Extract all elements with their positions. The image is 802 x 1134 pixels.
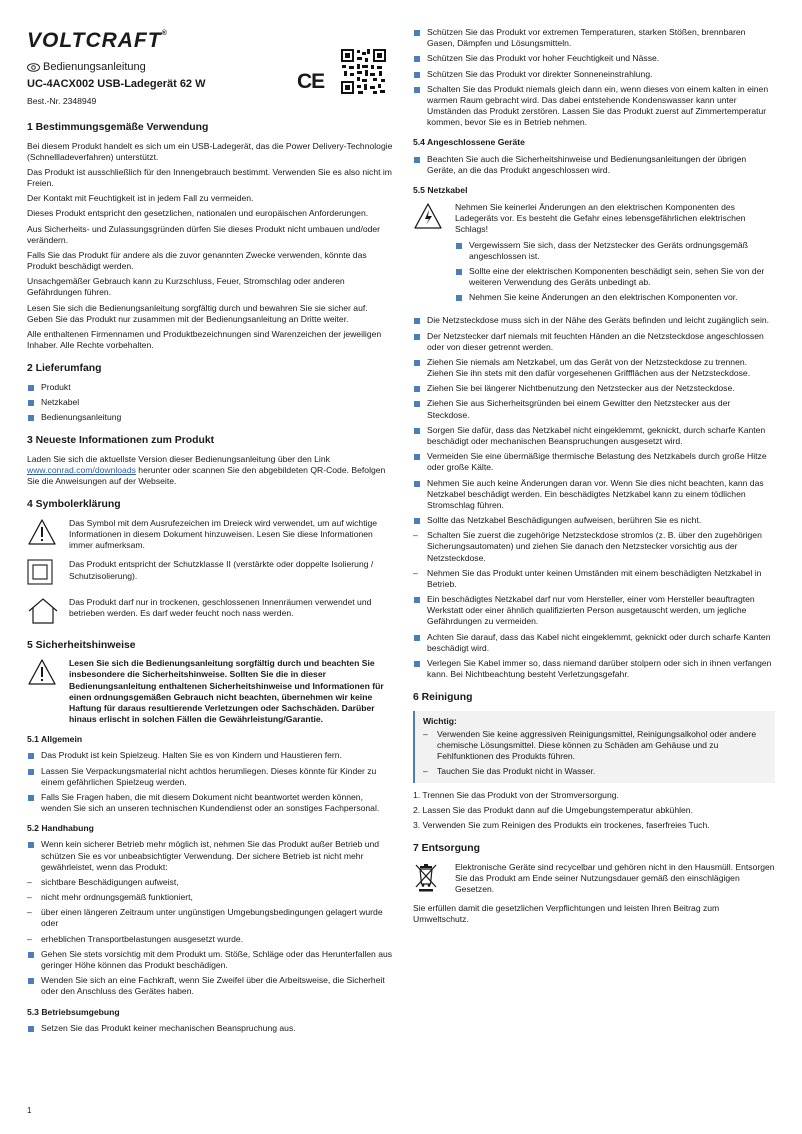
list-item: Bedienungsanleitung	[27, 412, 395, 423]
section-3-title: 3 Neueste Informationen zum Produkt	[27, 435, 215, 447]
protection-class-2-icon	[27, 559, 53, 585]
dash-item: – Schalten Sie zuerst die zugehörige Netzsteckdose stromlos (z. B. über den zugehörigen Sicherungsautomaten) und ziehen Sie danach den Netzstecker vorsichtig aus der Netzsteckdose.	[413, 530, 762, 563]
symbol-text: Das Produkt darf nur in trockenen, geschlossenen Innenräumen verwendet und betrieben werden. Es darf weder feucht noch nass werden.	[69, 596, 372, 618]
s3-paragraph: Laden Sie sich die aktuellste Version dieser Bedienungsanleitung über den Link www.conrad.com/downloads herunter oder scannen Sie den abgebildeten QR-Code. Befolgen Sie die Anweisungen auf der Webseite.	[27, 453, 386, 487]
s1-paragraph: Falls Sie das Produkt für andere als die zuvor genannten Zwecke verwenden, könnte das Produkt beschädigt werden.	[27, 249, 367, 272]
s1-paragraph: Dieses Produkt entspricht den gesetzlichen, nationalen und europäischen Anforderungen.	[27, 208, 369, 219]
dash-item: – nicht mehr ordnungsgemäß funktioniert,	[27, 892, 193, 903]
important-note-box	[413, 711, 775, 783]
crossed-bin-icon	[413, 862, 439, 892]
list-item: Netzkabel	[27, 397, 395, 408]
section-5-5-title: 5.5 Netzkabel	[413, 184, 468, 195]
dash-item: – erheblichen Transportbelastungen ausgesetzt wurde.	[27, 933, 244, 944]
brand-logo: VOLTCRAFT®	[27, 29, 168, 52]
list-item: Falls Sie Fragen haben, die mit diesem Dokument nicht beantwortet werden können, wenden Sie sich an unseren technischen Kundendienst oder an sonstiges Fachpersonal.	[27, 792, 395, 814]
list-item: Sollte das Netzkabel Beschädigungen aufweisen, berühren Sie es nicht.	[413, 515, 775, 526]
right-column	[413, 27, 775, 930]
doc-type: Bedienungsanleitung	[43, 61, 146, 73]
symbol-row	[27, 518, 395, 552]
page-number: 1	[27, 1106, 32, 1115]
list-item: Beachten Sie auch die Sicherheitshinweise und Bedienungsanleitungen der übrigen Geräte, an die das Produkt angeschlossen wird.	[413, 154, 775, 176]
list-item: Nehmen Sie auch keine Änderungen daran vor. Wenn Sie dies nicht beachten, kann das Netzkabel beschädigt werden. Ein beschädigtes Netzkabel kann zu einem tödlichen Stromschlag führen.	[413, 478, 775, 512]
disposal-text-2: Sie erfüllen damit die gesetzlichen Verpflichtungen und leisten Ihren Beitrag zum Umweltschutz.	[413, 903, 720, 925]
safety-intro	[27, 658, 395, 725]
list-item: Lassen Sie Verpackungsmaterial nicht achtlos herumliegen. Dieses könnte für Kinder zu einem gefährlichen Spielzeug werden.	[27, 766, 395, 788]
s1-paragraph: Das Produkt ist ausschließlich für den Innengebrauch bestimmt. Verwenden Sie es also nicht im Freien.	[27, 166, 392, 189]
section-1-title: 1 Bestimmungsgemäße Verwendung	[27, 122, 209, 133]
qr-code-icon[interactable]	[340, 48, 387, 95]
section-5-4-title: 5.4 Angeschlossene Geräte	[413, 137, 525, 148]
section-7-title: 7 Entsorgung	[413, 843, 480, 855]
list-item: Schalten Sie das Produkt niemals gleich dann ein, wenn dieses von einem kalten in einen warmen Raum gebracht wird. Das dabei entstehende Kondenswasser kann unter Umständen das Produkt zerstören. Lassen Sie das Produkt zuerst auf Zimmertemperatur kommen, bevor Sie es in Betrieb nehmen.	[413, 84, 775, 129]
list-item: Der Netzstecker darf niemals mit feuchten Händen an die Netzsteckdose angeschlossen oder von dieser getrennt werden.	[413, 331, 775, 353]
s1-paragraph: Der Kontakt mit Feuchtigkeit ist in jedem Fall zu vermeiden.	[27, 193, 254, 204]
dash-item: – Tauchen Sie das Produkt nicht in Wasser.	[423, 766, 596, 777]
list-item: Vermeiden Sie eine übermäßige thermische Belastung des Netzkabels durch große Hitze oder große Kälte.	[413, 451, 775, 473]
list-item: Ein beschädigtes Netzkabel darf nur vom Hersteller, einer vom Hersteller beauftragten Werkstatt oder einer ähnlich qualifizierten Person ausgetauscht werden, um jegliche Gefährdungen zu vermeiden.	[413, 594, 775, 628]
eye-icon	[27, 63, 40, 72]
list-item: Nehmen Sie keine Änderungen an den elektrischen Komponenten vor.	[455, 292, 775, 303]
disposal-row	[413, 862, 775, 896]
header-block	[27, 60, 395, 110]
list-item: Setzen Sie das Produkt keiner mechanischen Beanspruchung aus.	[27, 1023, 395, 1034]
s1-paragraph: Alle enthaltenen Firmennamen und Produktbezeichnungen sind Warenzeichen der jeweiligen Inhaber. Alle Rechte vorbehalten.	[27, 328, 382, 351]
list-item: Sorgen Sie dafür, dass das Netzkabel nicht eingeklemmt, geknickt, durch scharfe Kanten beschädigt oder mechanischen Beanspruchungen ausgesetzt wird.	[413, 425, 775, 447]
important-note-title: Wichtig:	[423, 715, 457, 726]
electric-hazard-icon	[413, 202, 443, 230]
symbol-text: Das Produkt entspricht der Schutzklasse II (verstärkte oder doppelte Isolierung / Schutzisolierung).	[69, 559, 374, 581]
dash-item: – sichtbare Beschädigungen aufweist,	[27, 876, 179, 887]
list-item: Schützen Sie das Produkt vor hoher Feuchtigkeit und Nässe.	[413, 53, 775, 64]
section-5-title: 5 Sicherheitshinweise	[27, 639, 136, 651]
list-item: Sollte eine der elektrischen Komponenten beschädigt sein, sehen Sie von der weiteren Verwendung des Geräts unbedingt ab.	[455, 266, 775, 288]
dash-item: – Verwenden Sie keine aggressiven Reinigungsmittel, Reinigungsalkohol oder andere chemische Lösungsmittel. Diese können zu Schäden am Gehäuse und zu Fehlfunktionen des Produkts führen.	[423, 728, 757, 762]
section-2-title: 2 Lieferumfang	[27, 363, 102, 375]
indoor-house-icon	[27, 597, 59, 625]
list-item: Wenn kein sicherer Betrieb mehr möglich ist, nehmen Sie das Produkt außer Betrieb und schützen Sie es vor unbeabsichtigter Verwendung. Der sichere Betrieb ist nicht mehr gewährleistet, wenn das Produkt:	[27, 839, 395, 873]
list-item: Produkt	[27, 382, 395, 393]
electric-warning	[413, 202, 775, 307]
s1-paragraph: Unsachgemäßer Gebrauch kann zu Kurzschluss, Feuer, Stromschlag oder anderen Gefährdungen führen.	[27, 276, 345, 298]
electric-warning-body	[455, 202, 775, 307]
list-item: Achten Sie darauf, dass das Kabel nicht eingeklemmt, geknickt oder durch scharfe Kanten beschädigt wird.	[413, 632, 775, 654]
dash-item: – Nehmen Sie das Produkt unter keinen Umständen mit einem beschädigten Netzkabel in Betrieb.	[413, 567, 762, 589]
symbol-row	[27, 597, 395, 628]
cleaning-step: 3. Verwenden Sie zum Reinigen des Produkts ein trockenes, faserfreies Tuch.	[413, 819, 710, 830]
list-item: Ziehen Sie aus Sicherheitsgründen bei einem Gewitter den Netzstecker aus der Steckdose.	[413, 398, 775, 420]
list-item: Ziehen Sie bei längerer Nichtbenutzung den Netzstecker aus der Netzsteckdose.	[413, 383, 775, 394]
s1-paragraph: Lesen Sie sich die Bedienungsanleitung sorgfältig durch und bewahren Sie sie sicher auf. Geben Sie das Produkt nur zusammen mit der Bedienungsanleitung an Dritte weiter.	[27, 302, 368, 324]
list-item: Wenden Sie sich an eine Fachkraft, wenn Sie Zweifel über die Arbeitsweise, die Sicherheit oder den Anschluss des Gerätes haben.	[27, 975, 395, 997]
list-item: Die Netzsteckdose muss sich in der Nähe des Geräts befinden und leicht zugänglich sein.	[413, 315, 775, 326]
warning-triangle-icon	[27, 658, 57, 686]
section-6-title: 6 Reinigung	[413, 692, 473, 704]
disposal-text: Elektronische Geräte sind recycelbar und gehören nicht in den Hausmüll. Entsorgen Sie das Produkt am Ende seiner Nutzungsdauer gemäß den einschlägigen Gesetzen.	[455, 861, 775, 894]
cleaning-step: 1. Trennen Sie das Produkt von der Stromversorgung.	[413, 789, 619, 800]
warning-triangle-icon	[27, 518, 57, 546]
list-item: Vergewissern Sie sich, dass der Netzstecker des Geräts ordnungsgemäß angeschlossen ist.	[455, 240, 775, 262]
safety-intro-text: Lesen Sie sich die Bedienungsanleitung sorgfältig durch und beachten Sie insbesondere die Sicherheitshinweise. Sollten Sie die in dieser Bedienungsanleitung enthaltenen Sicherheitshinweise und Informationen für einen ordnungsgemäßen Gebrauch nicht beachten, übernehmen wir keine Haftung für daraus resultierende Verletzungen oder Sachschäden. Darüber hinaus erlischt in solchen Fällen die Gewährleistung/Garantie.	[69, 658, 384, 725]
electric-warning-text: Nehmen Sie keinerlei Änderungen an den elektrischen Komponenten des Ladegeräts vor. Es besteht die Gefahr eines lebensgefährlichen elektrischen Schlags!	[455, 202, 746, 235]
section-5-3-title: 5.3 Betriebsumgebung	[27, 1006, 120, 1017]
section-5-1-title: 5.1 Allgemein	[27, 734, 83, 745]
s1-paragraph: Bei diesem Produkt handelt es sich um ein USB-Ladegerät, das die Power Delivery-Technologie (Schnellladeverfahren) unterstützt.	[27, 140, 393, 162]
list-item: Schützen Sie das Produkt vor extremen Temperaturen, starken Stößen, brennbaren Gasen, Dämpfen und Lösungsmitteln.	[413, 27, 775, 49]
downloads-link[interactable]: www.conrad.com/downloads	[27, 464, 136, 475]
left-column	[27, 0, 395, 1115]
cleaning-step: 2. Lassen Sie das Produkt dann auf die Umgebungstemperatur abkühlen.	[413, 804, 693, 815]
section-4-title: 4 Symbolerklärung	[27, 499, 121, 511]
symbol-row	[27, 559, 395, 588]
symbol-text: Das Symbol mit dem Ausrufezeichen im Dreieck wird verwendet, um auf wichtige Informationen in diesem Dokument hinzuweisen. Lesen Sie diese Informationen immer aufmerksam.	[69, 517, 378, 551]
list-item: Ziehen Sie niemals am Netzkabel, um das Gerät von der Netzsteckdose zu trennen. Ziehen Sie ihn stets mit den dafür vorgesehenen Griffflächen aus der Netzsteckdose.	[413, 357, 775, 379]
order-number: Best.-Nr. 2348949	[27, 95, 97, 106]
list-item: Verlegen Sie Kabel immer so, dass niemand darüber stolpern oder sich in ihnen verfangen kann. Bei Nichtbeachtung besteht Verletzungsgefahr.	[413, 658, 775, 680]
list-item: Schützen Sie das Produkt vor direkter Sonneneinstrahlung.	[413, 69, 775, 80]
list-item: Gehen Sie stets vorsichtig mit dem Produkt um. Stöße, Schläge oder das Herunterfallen aus geringer Höhe können das Produkt beschädigen.	[27, 949, 395, 971]
section-5-2-title: 5.2 Handhabung	[27, 823, 94, 834]
list-item: Das Produkt ist kein Spielzeug. Halten Sie es von Kindern und Haustieren fern.	[27, 750, 395, 761]
product-title: UC-4ACX002 USB-Ladegerät 62 W	[27, 78, 206, 91]
s1-paragraph: Aus Sicherheits- und Zulassungsgründen dürfen Sie dieses Produkt nicht umbauen und/oder verändern.	[27, 223, 381, 245]
dash-item: – über einen längeren Zeitraum unter ungünstigen Umgebungsbedingungen gelagert wurde oder	[27, 907, 383, 929]
ce-mark: CE	[297, 70, 325, 93]
